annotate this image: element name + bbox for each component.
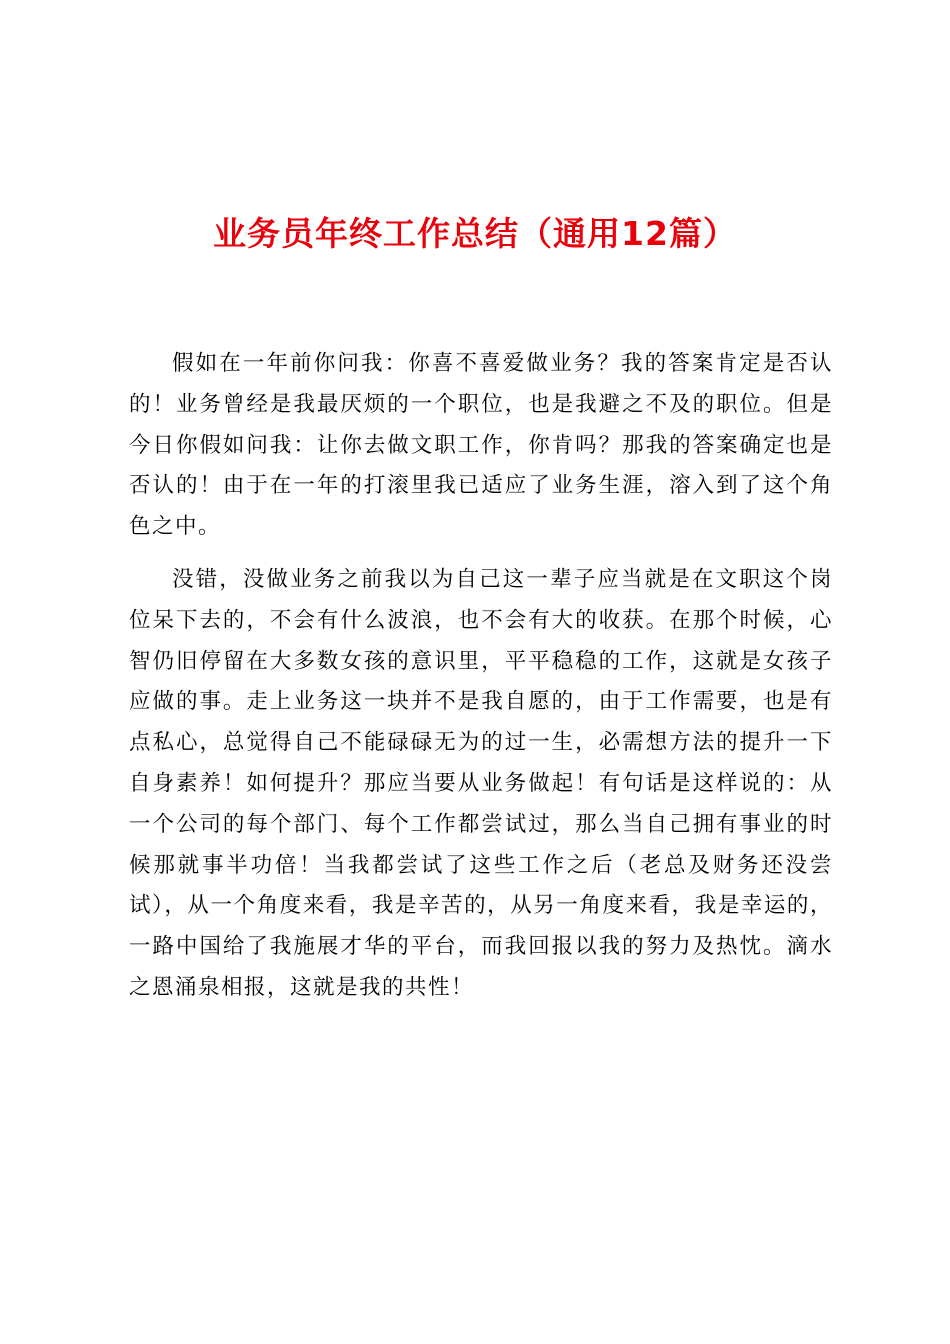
paragraph-2: 没错，没做业务之前我以为自己这一辈子应当就是在文职这个岗位呆下去的，不会有什么波浪，也不会有大的收获。在那个时候，心智仍旧停留在大多数女孩的意识里，平平稳稳的工作，这就是女孩子应做的事。走上业务这一块并不是我自愿的，由于工作需要，也是有点私心，总觉得自己不能碌碌无为的过一生，必需想方法的提升一下自身素养！如何提升？那应当要从业务做起！有句话是这样说的：从一个公司的每个部门、每个工作都尝试过，那么当自己拥有事业的时候那就事半功倍！当我都尝试了这些工作之后（老总及财务还没尝试），从一个角度来看，我是辛苦的，从另一角度来看，我是幸运的，一路中国给了我施展才华的平台，而我回报以我的努力及热忱。滴水之恩涌泉相报，这就是我的共性！ — [129, 566, 833, 1000]
paragraph-1: 假如在一年前你问我：你喜不喜爱做业务？我的答案肯定是否认的！业务曾经是我最厌烦的一个职位，也是我避之不及的职位。但是今日你假如问我：让你去做文职工作，你肯吗？那我的答案确定也是否认的！由于在一年的打滚里我已适应了业务生涯，溶入到了这个角色之中。 — [129, 351, 833, 540]
document-body — [129, 344, 833, 1021]
document-title: 业务员年终工作总结（通用12篇） — [213, 214, 737, 254]
